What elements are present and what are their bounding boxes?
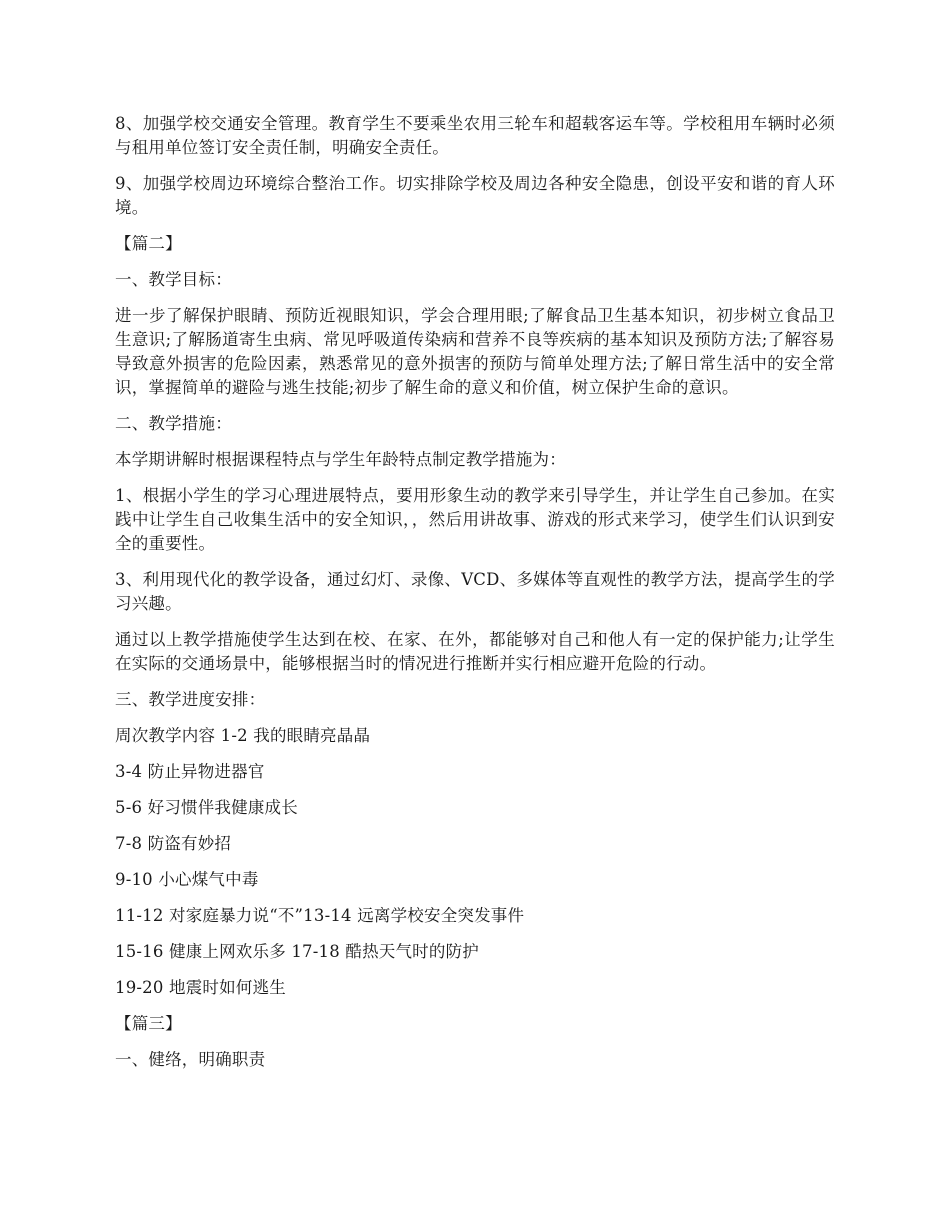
schedule-line: 19-20 地震时如何逃生 bbox=[115, 978, 286, 997]
subheading-teaching-goals: 一、教学目标： bbox=[115, 270, 232, 289]
schedule-line: 11-12 对家庭暴力说“不”13-14 远离学校安全突发事件 bbox=[115, 906, 525, 925]
paragraph-teaching-goals: 进一步了解保护眼睛、预防近视眼知识，学会合理用眼;了解食品卫生基本知识，初步树立食品卫生意识;了解肠道寄生虫病、常见呼吸道传染病和营养不良等疾病的基本知识及预防方法;了解容易导致意外损害的危险因素，熟悉常见的意外损害的预防与简单处理方法;了解日常生活中的安全常识，掌握简单的避险与逃生技能;初步了解生命的意义和价值，树立保护生命的意识。 bbox=[115, 306, 835, 397]
section-heading-part-two: 【篇二】 bbox=[115, 234, 182, 253]
schedule-line: 周次教学内容 1-2 我的眼睛亮晶晶 bbox=[115, 726, 371, 745]
schedule-line: 3-4 防止异物进器官 bbox=[115, 762, 265, 781]
paragraph-measure-3: 3、利用现代化的教学设备，通过幻灯、录像、VCD、多媒体等直观性的教学方法，提高学生的学习兴趣。 bbox=[115, 570, 835, 613]
subheading-network-duties: 一、健络，明确职责 bbox=[115, 1050, 266, 1069]
schedule-line: 15-16 健康上网欢乐多 17-18 酷热天气时的防护 bbox=[115, 942, 479, 961]
schedule-line: 9-10 小心煤气中毒 bbox=[115, 870, 259, 889]
schedule-line: 5-6 好习惯伴我健康成长 bbox=[115, 798, 298, 817]
paragraph-measures-summary: 通过以上教学措施使学生达到在校、在家、在外，都能够对自己和他人有一定的保护能力;让学生在实际的交通场景中，能够根据当时的情况进行推断并实行相应避开危险的行动。 bbox=[115, 630, 835, 673]
section-heading-part-three: 【篇三】 bbox=[115, 1014, 182, 1033]
paragraph-traffic-safety: 8、加强学校交通安全管理。教育学生不要乘坐农用三轮车和超载客运车等。学校租用车辆时必须与租用单位签订安全责任制，明确安全责任。 bbox=[115, 114, 835, 157]
subheading-teaching-measures: 二、教学措施： bbox=[115, 414, 232, 433]
schedule-line: 7-8 防盗有妙招 bbox=[115, 834, 232, 853]
paragraph-measures-intro: 本学期讲解时根据课程特点与学生年龄特点制定教学措施为： bbox=[115, 450, 566, 469]
subheading-schedule: 三、教学进度安排： bbox=[115, 690, 266, 709]
paragraph-measure-1: 1、根据小学生的学习心理进展特点，要用形象生动的教学来引导学生，并让学生自己参加。在实践中让学生自己收集生活中的安全知识，，然后用讲故事、游戏的形式来学习，使学生们认识到安全的重要性。 bbox=[115, 486, 835, 553]
paragraph-environment: 9、加强学校周边环境综合整治工作。切实排除学校及周边各种安全隐患，创设平安和谐的育人环境。 bbox=[115, 174, 835, 217]
